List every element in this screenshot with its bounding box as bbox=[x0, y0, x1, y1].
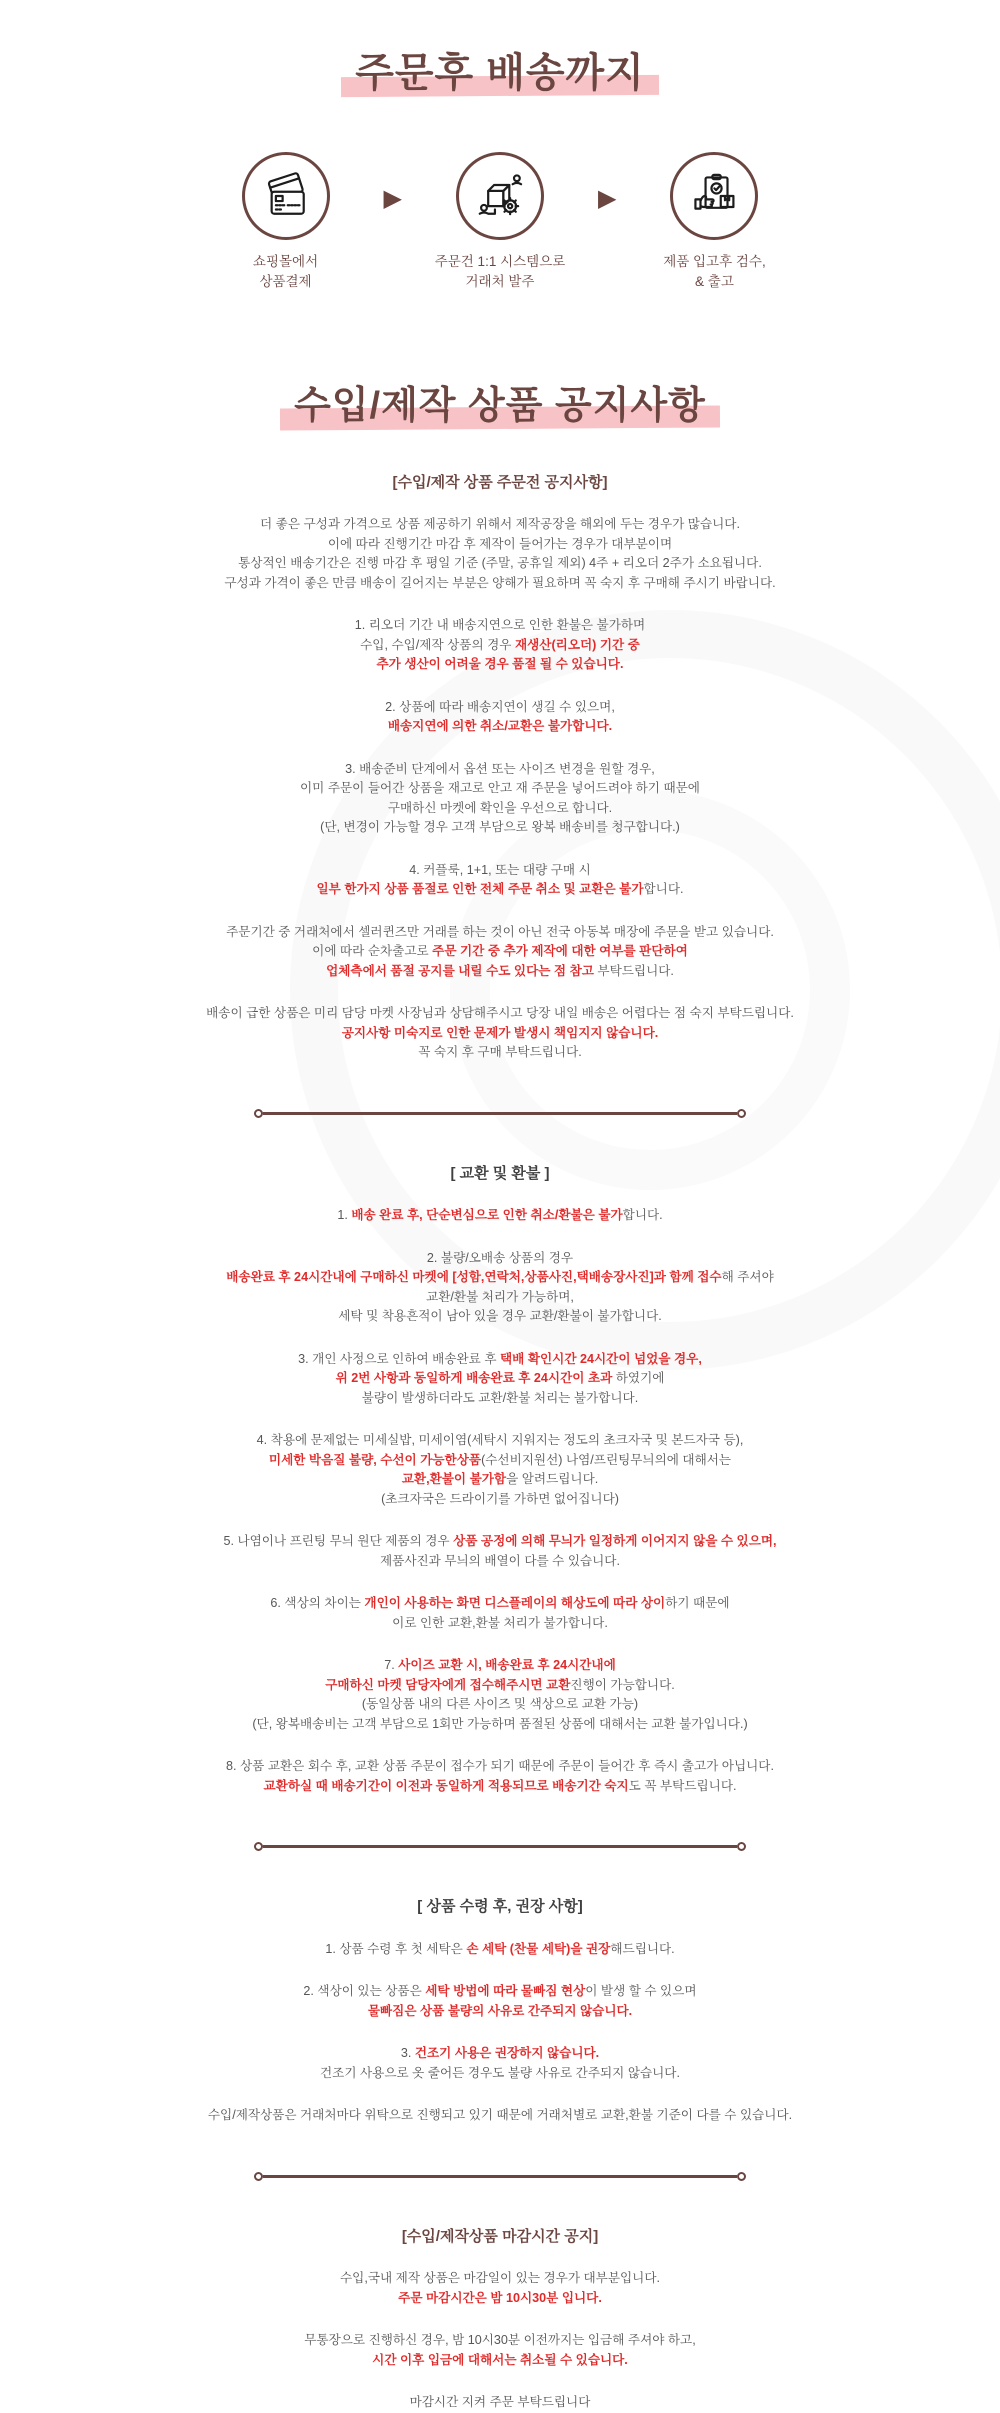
notice-paragraph: 수입/제작상품은 거래처마다 위탁으로 진행되고 있기 때문에 거래처별로 교환,환불 기준이 다를 수 있습니다. bbox=[207, 2108, 793, 2123]
process-title: 주문후 배송까지 bbox=[355, 51, 645, 95]
notice-paragraph: 1. 리오더 기간 내 배송지연으로 인한 환불은 불가하며 수입, 수입/제작 상품의 경우 재생산(리오더) 기간 중 추가 생산이 어려울 경우 품절 될 수 있습니다. bbox=[354, 618, 646, 672]
notice-paragraph: 5. 나염이나 프린팅 무늬 원단 제품의 경우 상품 공정에 의해 무늬가 일정하게 이어지지 않을 수 있으며, 제품사진과 무늬의 배열이 다를 수 있습니다. bbox=[223, 1534, 777, 1568]
process-steps bbox=[150, 152, 850, 291]
credit-card-icon bbox=[242, 152, 330, 240]
section-header: [ 상품 수령 후, 권장 사항] bbox=[417, 1898, 583, 1916]
notice-paragraph: 6. 색상의 차이는 개인이 사용하는 화면 디스플레이의 해상도에 따라 상이하기 때문에 이로 인한 교환,환불 처리가 불가합니다. bbox=[270, 1596, 730, 1630]
notice-paragraph: 2. 색상이 있는 상품은 세탁 방법에 따라 물빠짐 현상이 발생 할 수 있으며 물빠짐은 상품 불량의 사유로 간주되지 않습니다. bbox=[303, 1984, 697, 2018]
section-header: [수입/제작상품 마감시간 공지] bbox=[401, 2227, 599, 2245]
notice-paragraph: 무통장으로 진행하신 경우, 밤 10시30분 이전까지는 입금해 주셔야 하고, 시간 이후 입금에 대해서는 취소될 수 있습니다. bbox=[304, 2333, 696, 2367]
section-header: [ 교환 및 환불 ] bbox=[450, 1164, 550, 1182]
section-divider bbox=[254, 1842, 746, 1851]
step-label: 쇼핑몰에서 상품결제 bbox=[252, 254, 319, 289]
notice-paragraph: 3. 건조기 사용은 권장하지 않습니다. 건조기 사용으로 옷 줄어든 경우도 불량 사유로 간주되지 않습니다. bbox=[320, 2046, 680, 2080]
notice-paragraph: 2. 상품에 따라 배송지연이 생길 수 있으며, 배송지연에 의한 취소/교환은 불가합니다. bbox=[385, 699, 615, 734]
notice-body bbox=[150, 473, 850, 2413]
notice-paragraph: 수입,국내 제작 상품은 마감일이 있는 경우가 대부분입니다. 주문 마감시간은 밤 10시30분 입니다. bbox=[340, 2271, 660, 2305]
section-header: [수입/제작 상품 주문전 공지사항] bbox=[392, 473, 608, 491]
shipping-notice-page bbox=[150, 50, 850, 2410]
arrow-right-icon: ▶ bbox=[598, 184, 617, 212]
notice-title-wrap bbox=[150, 385, 850, 429]
notice-paragraph: 8. 상품 교환은 회수 후, 교환 상품 주문이 접수가 되기 때문에 주문이 들어간 후 즉시 출고가 아닙니다. 교환하실 때 배송기간이 이전과 동일하게 적용되므로 배송기간 숙지도 꼭 부탁드립니다. bbox=[226, 1759, 774, 1793]
order-system-icon bbox=[456, 152, 544, 240]
notice-paragraph: 3. 배송준비 단계에서 옵션 또는 사이즈 변경을 원할 경우, 이미 주문이 들어간 상품을 재고로 안고 재 주문을 넣어드려야 하기 때문에 구매하신 마켓에 확인을 우선으로 합니다. (단, 변경이 가능할 경우 고객 부담으로 왕복 배송비를 청구합니다.) bbox=[300, 761, 700, 835]
notice-paragraph: 1. 상품 수령 후 첫 세탁은 손 세탁 (찬물 세탁)을 권장해드립니다. bbox=[325, 1941, 675, 1956]
notice-title: 수입/제작 상품 공지사항 bbox=[294, 385, 706, 428]
notice-paragraph: 4. 커플룩, 1+1, 또는 대량 구매 시 일부 한가지 상품 품절로 인한 전체 주문 취소 및 교환은 불가합니다. bbox=[316, 862, 684, 897]
notice-paragraph: 배송이 급한 상품은 미리 담당 마켓 사장님과 상담해주시고 당장 내일 배송은 어렵다는 점 숙지 부탁드립니다. 공지사항 미숙지로 인한 문제가 발생시 책임지지 않습니다. 꼭 숙지 후 구매 부탁드립니다. bbox=[206, 1006, 794, 1060]
notice-paragraph: 1. 배송 완료 후, 단순변심으로 인한 취소/환불은 불가합니다. bbox=[337, 1208, 663, 1223]
arrow-right-icon: ▶ bbox=[383, 184, 402, 212]
step-label: 주문건 1:1 시스템으로 거래처 발주 bbox=[434, 254, 566, 289]
step-inspection bbox=[630, 152, 798, 291]
notice-paragraph: 주문기간 중 거래처에서 셀러퀸즈만 거래를 하는 것이 아닌 전국 아동복 매장에 주문을 받고 있습니다. 이에 따라 순차출고로 주문 기간 중 추가 제작에 대한 여부를 판단하여 업체측에서 품절 공지를 내릴 수도 있다는 점 참고 부탁드립니다. bbox=[226, 924, 774, 978]
notice-paragraph: 마감시간 지켜 주문 부탁드립니다 bbox=[409, 2395, 591, 2410]
notice-paragraph: 7. 사이즈 교환 시, 배송완료 후 24시간내에 구매하신 마켓 담당자에게 접수해주시면 교환진행이 가능합니다. (동일상품 내의 다른 사이즈 및 색상으로 교환 가능) (단, 왕복배송비는 고객 부담으로 1회만 가능하며 품절된 상품에 대해서는 교환 불가입니다.) bbox=[252, 1658, 748, 1731]
inspection-shipping-icon bbox=[670, 152, 758, 240]
notice-paragraph: 2. 불량/오배송 상품의 경우 배송완료 후 24시간내에 구매하신 마켓에 [성함,연락처,상품사진,택배송장사진]과 함께 접수해 주셔야 교환/환불 처리가 가능하며, 세탁 및 착용흔적이 남아 있을 경우 교환/환불이 불가합니다. bbox=[226, 1250, 774, 1324]
step-payment bbox=[202, 152, 370, 291]
notice-paragraph: 4. 착용에 문제없는 미세실밥, 미세이염(세탁시 지워지는 정도의 초크자국 및 본드자국 등), 미세한 박음질 불량, 수선이 가능한상품(수선비지원선) 나염/프린팅무늬의에 대해서는 교환,환불이 불가함을 알려드립니다. (초크자국은 드라이기를 가하면 없어집니다) bbox=[256, 1433, 744, 1506]
section-divider bbox=[254, 2172, 746, 2181]
step-label: 제품 입고후 검수, & 출고 bbox=[663, 254, 766, 289]
step-order-system bbox=[416, 152, 584, 291]
notice-paragraph: 3. 개인 사정으로 인하여 배송완료 후 택배 확인시간 24시간이 넘었을 경우, 위 2번 사항과 동일하게 배송완료 후 24시간이 초과 하였기에 불량이 발생하더라도 교환/환불 처리는 불가합니다. bbox=[298, 1351, 702, 1405]
section-divider bbox=[254, 1109, 746, 1118]
process-title-wrap bbox=[150, 50, 850, 96]
notice-paragraph: 더 좋은 구성과 가격으로 상품 제공하기 위해서 제작공장을 해외에 두는 경우가 많습니다. 이에 따라 진행기간 마감 후 제작이 들어가는 경우가 대부분이며 통상적인 배송기간은 진행 마감 후 평일 기준 (주말, 공휴일 제외) 4주 + 리오더 2주가 소요됩니다. 구성과 가격이 좋은 만큼 배송이 길어지는 부분은 양해가 필요하며 꼭 숙지 후 구매해 주시기 바랍니다. bbox=[224, 517, 776, 590]
